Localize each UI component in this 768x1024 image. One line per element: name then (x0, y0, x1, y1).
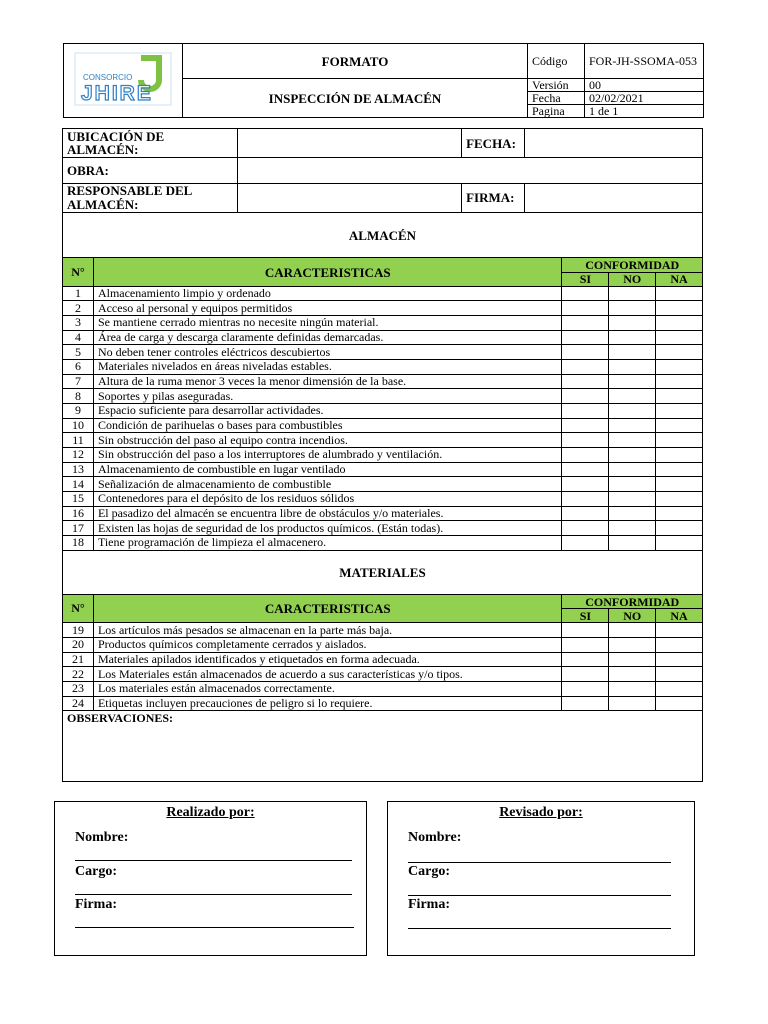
check-na[interactable] (656, 623, 703, 638)
observaciones-label: OBSERVACIONES: (67, 711, 174, 726)
document-header (63, 43, 704, 118)
item-number: 10 (63, 418, 94, 433)
item-text: Contenedores para el depósito de los residuos sólidos (93, 491, 562, 506)
col-header-conformidad-materiales: CONFORMIDAD (562, 594, 703, 608)
table-row (63, 374, 703, 389)
check-si[interactable] (562, 389, 609, 404)
table-row (63, 462, 703, 477)
col-header-no: NO (609, 272, 656, 286)
item-text: Espacio suficiente para desarrollar actividades. (93, 403, 562, 418)
check-no[interactable] (609, 521, 656, 536)
check-no[interactable] (609, 418, 656, 433)
check-no[interactable] (609, 447, 656, 462)
check-no[interactable] (609, 330, 656, 345)
realizado-cargo-line[interactable] (75, 894, 352, 895)
check-na[interactable] (656, 301, 703, 316)
item-text: Señalización de almacenamiento de combustible (93, 477, 562, 492)
check-si[interactable] (562, 316, 609, 331)
col-header-si: SI (562, 272, 609, 286)
check-si[interactable] (562, 623, 609, 638)
item-text: Existen las hojas de seguridad de los productos químicos. (Están todas). (93, 521, 562, 536)
revisado-firma-label: Firma: (408, 897, 450, 912)
obra-field[interactable] (238, 158, 703, 183)
item-text: Los Materiales están almacenados de acuerdo a sus características y/o tipos. (93, 667, 562, 682)
firma-label: FIRMA: (462, 183, 525, 212)
check-na[interactable] (656, 491, 703, 506)
check-si[interactable] (562, 301, 609, 316)
check-na[interactable] (656, 652, 703, 667)
check-si[interactable] (562, 330, 609, 345)
check-no[interactable] (609, 623, 656, 638)
table-row (63, 681, 703, 696)
item-number: 18 (63, 535, 94, 550)
check-si[interactable] (562, 433, 609, 448)
col-header-caracteristicas-materiales: CARACTERISTICAS (93, 594, 562, 622)
check-na[interactable] (656, 667, 703, 682)
item-text: Almacenamiento limpio y ordenado (93, 286, 562, 301)
table-row (63, 447, 703, 462)
check-no[interactable] (609, 491, 656, 506)
table-row (63, 330, 703, 345)
format-title: FORMATO (183, 44, 528, 79)
item-text: Soportes y pilas aseguradas. (93, 389, 562, 404)
item-number: 20 (63, 637, 94, 652)
check-no[interactable] (609, 506, 656, 521)
revisado-por-title: Revisado por: (499, 805, 583, 820)
revisado-nombre-label: Nombre: (408, 830, 462, 845)
check-si[interactable] (562, 477, 609, 492)
item-text: Productos químicos completamente cerrados y aislados. (93, 637, 562, 652)
revisado-nombre-line[interactable] (408, 862, 671, 863)
item-text: Altura de la ruma menor 3 veces la menor dimensión de la base. (93, 374, 562, 389)
revisado-por-box (387, 801, 695, 956)
responsable-field[interactable] (238, 183, 462, 212)
realizado-firma-label: Firma: (75, 897, 117, 912)
table-row (63, 389, 703, 404)
item-number: 12 (63, 447, 94, 462)
realizado-por-box (54, 801, 367, 956)
meta-labels-group (528, 79, 585, 118)
item-text: Área de carga y descarga claramente definidas demarcadas. (93, 330, 562, 345)
table-row (63, 521, 703, 536)
item-text: Acceso al personal y equipos permitidos (93, 301, 562, 316)
table-row (63, 491, 703, 506)
check-no[interactable] (609, 535, 656, 550)
check-si[interactable] (562, 345, 609, 360)
col-header-conformidad: CONFORMIDAD (562, 258, 703, 272)
table-row (63, 696, 703, 711)
meta-value-pagina: 1 de 1 (589, 104, 619, 118)
check-no[interactable] (609, 652, 656, 667)
item-text: Condición de parihuelas o bases para combustibles (93, 418, 562, 433)
check-no[interactable] (609, 389, 656, 404)
meta-label-fecha: Fecha (528, 92, 584, 105)
item-number: 23 (63, 681, 94, 696)
item-number: 22 (63, 667, 94, 682)
ubicacion-label: UBICACIÓN DE ALMACÉN: (63, 129, 238, 158)
table-row (63, 667, 703, 682)
item-text: Los materiales están almacenados correctamente. (93, 681, 562, 696)
meta-value-codigo: FOR-JH-SSOMA-053 (585, 44, 704, 79)
check-na[interactable] (656, 330, 703, 345)
item-text: Materiales apilados identificados y etiquetados en forma adecuada. (93, 652, 562, 667)
item-number: 21 (63, 652, 94, 667)
check-na[interactable] (656, 286, 703, 301)
meta-label-pagina: Pagina (532, 104, 565, 118)
revisado-cargo-line[interactable] (408, 895, 671, 896)
check-na[interactable] (656, 477, 703, 492)
check-si[interactable] (562, 418, 609, 433)
item-text: Almacenamiento de combustible en lugar ventilado (93, 462, 562, 477)
check-na[interactable] (656, 403, 703, 418)
check-si[interactable] (562, 491, 609, 506)
check-na[interactable] (656, 418, 703, 433)
table-row (63, 652, 703, 667)
logo-big-text: JHIRE (81, 82, 153, 105)
item-number: 24 (63, 696, 94, 711)
meta-value-version: 00 (585, 79, 703, 92)
check-na[interactable] (656, 345, 703, 360)
check-na[interactable] (656, 316, 703, 331)
check-si[interactable] (562, 374, 609, 389)
realizado-firma-line[interactable] (75, 927, 354, 928)
check-no[interactable] (609, 403, 656, 418)
check-si[interactable] (562, 681, 609, 696)
realizado-nombre-label: Nombre: (75, 830, 129, 845)
item-text: El pasadizo del almacén se encuentra libre de obstáculos y/o materiales. (93, 506, 562, 521)
check-si[interactable] (562, 696, 609, 711)
item-number: 7 (63, 374, 94, 389)
check-si[interactable] (562, 652, 609, 667)
table-row (63, 535, 703, 550)
section-title-almacen: ALMACÉN (63, 212, 703, 257)
check-na[interactable] (656, 521, 703, 536)
meta-value-fecha: 02/02/2021 (585, 92, 703, 105)
item-number: 17 (63, 521, 94, 536)
meta-values-group (585, 79, 704, 118)
revisado-firma-line[interactable] (408, 928, 671, 929)
item-number: 11 (63, 433, 94, 448)
realizado-cargo-label: Cargo: (75, 864, 117, 879)
item-text: Se mantiene cerrado mientras no necesite ningún material. (93, 316, 562, 331)
table-row (63, 403, 703, 418)
table-row (63, 433, 703, 448)
check-no[interactable] (609, 477, 656, 492)
check-na[interactable] (656, 359, 703, 374)
check-no[interactable] (609, 667, 656, 682)
col-header-caracteristicas: CARACTERISTICAS (93, 258, 562, 286)
table-row (63, 345, 703, 360)
inspection-form (62, 128, 703, 782)
col-header-si-materiales: SI (562, 609, 609, 623)
item-text: Sin obstrucción del paso a los interruptores de alumbrado y ventilación. (93, 447, 562, 462)
check-no[interactable] (609, 462, 656, 477)
responsable-label: RESPONSABLE DEL ALMACÉN: (63, 183, 238, 212)
item-number: 4 (63, 330, 94, 345)
table-row (63, 637, 703, 652)
check-na[interactable] (656, 637, 703, 652)
item-text: Tiene programación de limpieza el almacenero. (93, 535, 562, 550)
item-text: Materiales nivelados en áreas niveladas estables. (93, 359, 562, 374)
realizado-nombre-line[interactable] (75, 860, 352, 861)
firma-field[interactable] (525, 183, 703, 212)
check-no[interactable] (609, 681, 656, 696)
observaciones-field[interactable] (63, 711, 703, 782)
revisado-cargo-label: Cargo: (408, 864, 450, 879)
fecha-label: FECHA: (462, 129, 525, 158)
item-number: 5 (63, 345, 94, 360)
check-si[interactable] (562, 462, 609, 477)
table-row (63, 506, 703, 521)
item-number: 16 (63, 506, 94, 521)
check-si[interactable] (562, 535, 609, 550)
fecha-field[interactable] (525, 129, 703, 158)
table-row (63, 316, 703, 331)
item-text: No deben tener controles eléctricos descubiertos (93, 345, 562, 360)
item-text: Sin obstrucción del paso al equipo contra incendios. (93, 433, 562, 448)
check-no[interactable] (609, 286, 656, 301)
item-number: 6 (63, 359, 94, 374)
check-si[interactable] (562, 359, 609, 374)
check-na[interactable] (656, 696, 703, 711)
consorcio-jhire-logo (69, 50, 177, 108)
check-si[interactable] (562, 637, 609, 652)
almacen-items (63, 286, 703, 550)
meta-label-codigo: Código (528, 44, 585, 79)
check-na[interactable] (656, 433, 703, 448)
check-si[interactable] (562, 506, 609, 521)
check-na[interactable] (656, 535, 703, 550)
item-text: Los artículos más pesados se almacenan en la parte más baja. (93, 623, 562, 638)
item-number: 2 (63, 301, 94, 316)
ubicacion-field[interactable] (238, 129, 462, 158)
col-header-num-materiales: N° (63, 594, 94, 622)
check-si[interactable] (562, 403, 609, 418)
item-number: 1 (63, 286, 94, 301)
check-no[interactable] (609, 316, 656, 331)
check-no[interactable] (609, 433, 656, 448)
check-no[interactable] (609, 374, 656, 389)
meta-label-version: Versión (528, 79, 584, 92)
check-na[interactable] (656, 462, 703, 477)
item-number: 3 (63, 316, 94, 331)
col-header-na-materiales: NA (656, 609, 703, 623)
check-si[interactable] (562, 521, 609, 536)
table-row (63, 477, 703, 492)
check-na[interactable] (656, 389, 703, 404)
item-number: 9 (63, 403, 94, 418)
item-number: 14 (63, 477, 94, 492)
check-si[interactable] (562, 447, 609, 462)
materiales-items (63, 623, 703, 711)
check-si[interactable] (562, 667, 609, 682)
col-header-na: NA (656, 272, 703, 286)
check-na[interactable] (656, 681, 703, 696)
realizado-por-title: Realizado por: (166, 805, 255, 820)
table-row (63, 623, 703, 638)
check-na[interactable] (656, 374, 703, 389)
section-title-materiales: MATERIALES (63, 550, 703, 594)
check-no[interactable] (609, 345, 656, 360)
check-no[interactable] (609, 696, 656, 711)
check-si[interactable] (562, 286, 609, 301)
table-row (63, 286, 703, 301)
obra-label: OBRA: (63, 158, 238, 183)
col-header-no-materiales: NO (609, 609, 656, 623)
check-no[interactable] (609, 359, 656, 374)
item-text: Etiquetas incluyen precauciones de peligro si lo requiere. (93, 696, 562, 711)
item-number: 19 (63, 623, 94, 638)
table-row (63, 418, 703, 433)
check-na[interactable] (656, 447, 703, 462)
item-number: 8 (63, 389, 94, 404)
check-na[interactable] (656, 506, 703, 521)
col-header-num: N° (63, 258, 94, 286)
item-number: 15 (63, 491, 94, 506)
logo-cell (64, 44, 183, 118)
document-title: INSPECCIÓN DE ALMACÉN (183, 79, 528, 118)
table-row (63, 359, 703, 374)
check-no[interactable] (609, 301, 656, 316)
item-number: 13 (63, 462, 94, 477)
table-row (63, 301, 703, 316)
logo-small-text: CONSORCIO (83, 73, 133, 82)
check-no[interactable] (609, 637, 656, 652)
